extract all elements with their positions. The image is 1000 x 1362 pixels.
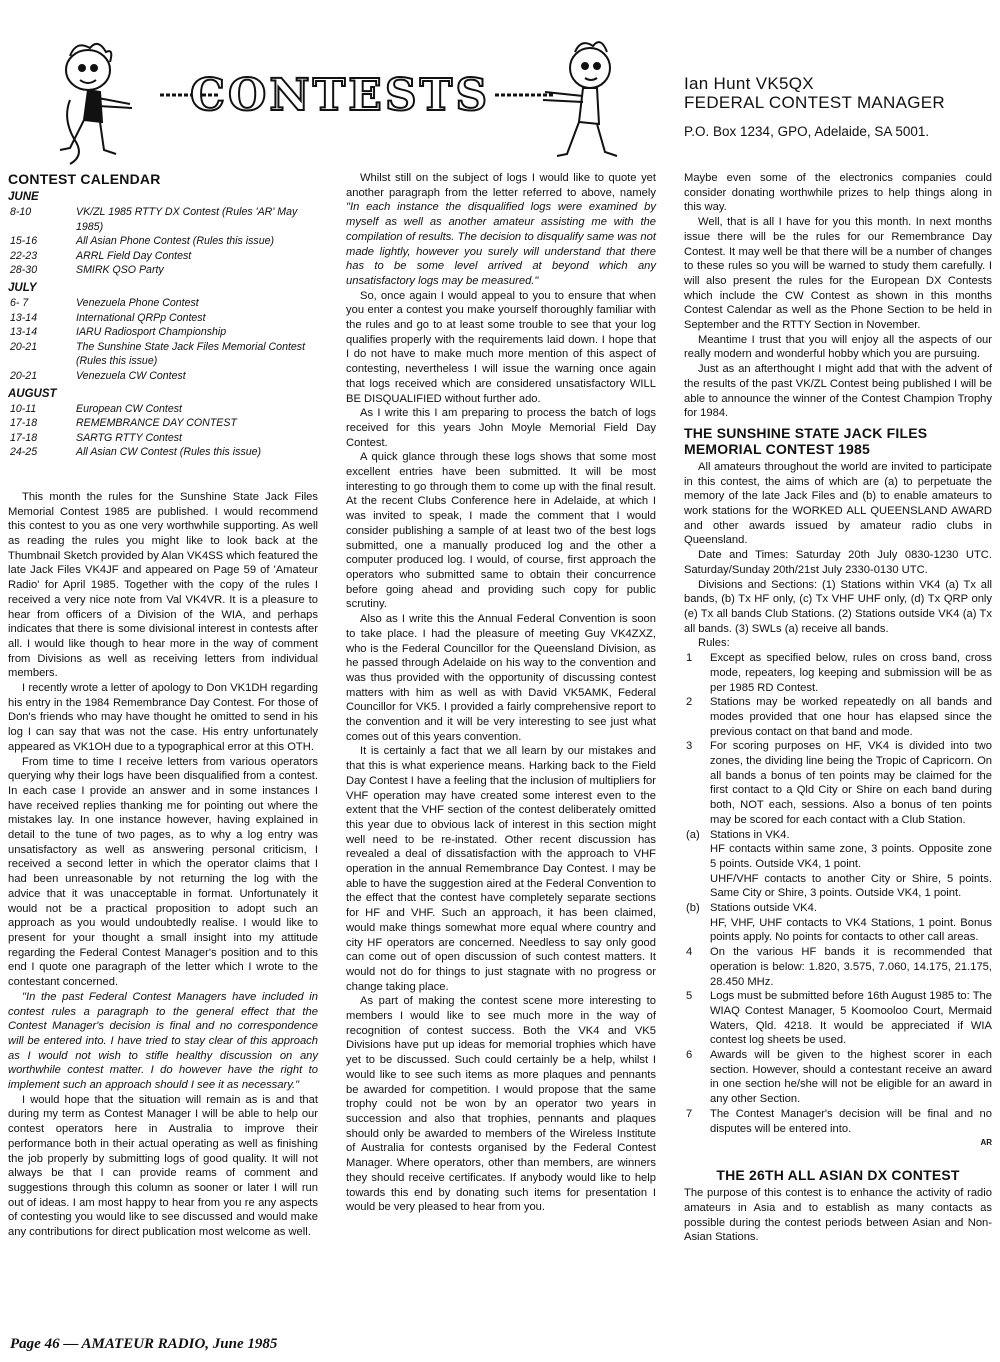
calendar-row xyxy=(8,296,318,311)
rule-text: On the various HF bands it is recommended that operation is below: 1.820, 3.575, 7.060, 14.175, 21.175, 28.450 MHz. xyxy=(710,946,992,988)
calendar-event: IARU Radiosport Championship xyxy=(76,326,227,339)
calendar-date: 28-30 xyxy=(10,264,38,277)
calendar-date: 17-18 xyxy=(10,417,38,430)
calendar-event: SMIRK QSO Party xyxy=(76,264,164,277)
calendar-event: ARRL Field Day Contest xyxy=(76,249,192,262)
rule-text: The Contest Manager's decision will be final and no disputes will be entered into. xyxy=(710,1107,992,1135)
quoted-paragraph: "In the past Federal Contest Managers have included in contest rules a paragraph to the general effect that the Contest Manager's decision is final and no correspondence will be entered into. I have tried to stay clear of this approach as I would not wish to stifle healthy discussion on any worthwhile contest matter. I do however have the right to implement such an approach should I see it as necessary." xyxy=(8,990,318,1092)
rule-number xyxy=(684,842,710,871)
calendar-event: Venezuela CW Contest xyxy=(76,369,186,382)
cartoon-figure-left-icon xyxy=(40,30,170,170)
rule-item xyxy=(684,695,992,739)
calendar-row xyxy=(8,311,318,326)
paragraph: Well, that is all I have for you this month. In next months issue there will be the rules for our Remembrance Day Contest. It may well be that there will be a number of changes to these rules so you will be warned to study them carefully. I will also present the rules for the European DX Contests which include the CW Contest as shown in this months Contest Calendar as well as the Phone Section to be held in September and the RTTY Section in November. xyxy=(684,216,992,332)
rule-number: 5 xyxy=(686,990,693,1003)
calendar-event: International QRPp Contest xyxy=(76,311,206,324)
paragraph: This month the rules for the Sunshine State Jack Files Memorial Contest 1985 are published. I would recommend this contest to you as one very worthwhile supporting. As well as reading the rules you might like to look back at the Thumbnail Sketch provided by Alan VK4SS which featured the late Jack Files VK4JF and appeared on Page 59 of 'Amateur Radio' for April 1985. Together with the copy of the rules I received a very nice note from Val VK4VR. It is a pleasure to hear from officers of a Division of the WIA, and perhaps indicates that there is some divisional interest in contests after all. I would like though to hear more in the way of comment from Divisions as well as receiving letters from individual members. xyxy=(8,490,318,680)
calendar-event: European CW Contest xyxy=(76,402,182,415)
rule-text: Stations in VK4. xyxy=(710,828,790,841)
calendar-event: The Sunshine State Jack Files Memorial Contest xyxy=(76,340,306,353)
paragraph: Maybe even some of the electronics companies could consider donating worthwhile prizes to help things along in this way. xyxy=(684,172,992,214)
calendar-month-august: AUGUST xyxy=(8,387,57,400)
calendar-row xyxy=(8,325,318,340)
rule-item xyxy=(684,828,992,843)
calendar-row xyxy=(8,445,318,460)
calendar-row xyxy=(8,431,318,446)
author-name: Ian Hunt VK5QX xyxy=(684,74,814,93)
rule-item xyxy=(684,1107,992,1136)
page-footer: Page 46 — AMATEUR RADIO, June 1985 xyxy=(10,1336,278,1352)
calendar-row xyxy=(8,205,318,234)
paragraph: Divisions and Sections: (1) Stations within VK4 (a) Tx all bands, (b) Tx HF only, (c) Tx VHF UHF only, (d) Tx QRP only (e) Tx all bands Club Stations. (2) Stations outside VK4 (a) Tx all bands. (3) SWLs (a) receive all bands. xyxy=(684,578,992,635)
rule-text: For scoring purposes on HF, VK4 is divided into two zones, the dividing line being the Tropic of Capricorn. On all bands a bonus of ten points may be claimed for the first contact to a Qld City or Shire on each band during both, NOT each, sessions. Also a bonus of ten points may be scored for each contact with a Club Station. xyxy=(710,740,992,826)
rule-number: 2 xyxy=(686,696,693,709)
paragraph xyxy=(346,171,656,289)
paragraph: It is certainly a fact that we all learn by our mistakes and that this is what experience means. Harking back to the Field Day Contest I have a feeling that the inclusion of multipliers for VHF operation may have created some interest even to the extent that the VHF section of the contest deliberately omitted this year due to obvious lack of interest in this section might well need to be re-instated. Other recent discussion has revealed a deal of dissatisfaction with the approach to VHF operation in the annual Remembrance Day Contest. I may be able to have the suggestion aired at the Federal Convention to the effect that the contest have completely separate sections for HF and VHF. Such an approach, it has been claimed, would make things somewhat more equal where country and city HF operators are concerned. Needless to say only good can come out of open discussion of such contest matters. It would not do for things to just stagnate with no progress or change taking place. xyxy=(346,745,656,993)
calendar-date: 15-16 xyxy=(10,235,38,248)
rule-number xyxy=(684,872,710,901)
paragraph: All amateurs throughout the world are invited to participate in this contest, the aims of which are (a) to perpetuate the memory of the late Jack Files and (b) to enable amateurs to work stations for the WORKED ALL QUEENSLAND AWARD and other awards issued by amateur radio clubs in Queensland. xyxy=(684,460,992,547)
rule-number: (a) xyxy=(686,828,700,841)
calendar-month-june: JUNE xyxy=(8,191,39,203)
rule-text: HF, VHF, UHF contacts to VK4 Stations, 1 point. Bonus points apply. No points for contacts to other call areas. xyxy=(710,916,992,944)
rule-number: 6 xyxy=(686,1049,693,1062)
paragraph: I recently wrote a letter of apology to Don VK1DH regarding his entry in the 1984 Remembrance Day Contest. For those of Don's friends who may have thought he omitted to send in his log I can say that was not the case. His entry unfortunately appeared as VK1OH due to a typographical error at this OTH. xyxy=(8,682,318,753)
calendar-row xyxy=(8,416,318,431)
paragraph: From time to time I receive letters from various operators querying why their logs have been disqualified from a contest. In each case I provide an answer and in some instances I have received replies thanking me for pointing out where the mistakes lay. In one instance however, having explained in detail to the tune of two pages, as to why a log entry was unsatisfactory as well as answering personal criticism, I received a second letter in which the operator claims that I had been unreasonable by not returning the log with the advice that it was unacceptable in format. Unfortunately it would not be a practical proposition to adopt such an approach as you would undoubtedly realise. I would like to present for your thought a small insight into my attitude regarding the Federal Contest Manager's position and to this end I quote one paragraph of the letter which I wrote to the contestant concerned. xyxy=(8,755,318,989)
calendar-event: All Asian Phone Contest (Rules this issue) xyxy=(76,235,275,248)
column-2 xyxy=(346,171,656,1215)
author-address: P.O. Box 1234, GPO, Adelaide, SA 5001. xyxy=(684,124,930,139)
calendar-event: All Asian CW Contest (Rules this issue) xyxy=(76,446,262,459)
paragraph: Just as an afterthought I might add that with the advent of the results of the past VK/ZL Contest being published I will be able to announce the winner of the Contest Champion Trophy for 1984. xyxy=(684,363,992,420)
rule-item xyxy=(684,739,992,827)
author-block xyxy=(684,74,945,139)
calendar-title: CONTEST CALENDAR xyxy=(8,171,161,187)
calendar-date xyxy=(8,354,76,369)
calendar-date: 6- 7 xyxy=(10,296,29,309)
signoff: AR xyxy=(980,1138,992,1148)
calendar-date: 20-21 xyxy=(10,340,38,353)
calendar-date: 13-14 xyxy=(10,311,38,324)
rule-item xyxy=(684,842,992,871)
calendar-row xyxy=(8,340,318,355)
column-3 xyxy=(684,171,992,1245)
calendar-date: 8-10 xyxy=(10,206,32,218)
rule-number: 1 xyxy=(686,652,693,665)
calendar-event: Venezuela Phone Contest xyxy=(76,296,199,309)
rule-number: 7 xyxy=(686,1107,693,1120)
rule-item xyxy=(684,1048,992,1107)
rule-number: 4 xyxy=(686,946,693,959)
calendar-date: 17-18 xyxy=(10,431,38,444)
calendar-row xyxy=(8,369,318,384)
calendar-date: 24-25 xyxy=(10,446,38,459)
rule-number xyxy=(684,916,710,945)
calendar-date: 22-23 xyxy=(10,249,38,262)
paragraph: I would hope that the situation will remain as is and that during my term as Contest Manager I will be able to help our contest operators here in Australia to improve their performance both in their actual operating as well as finishing the job properly by submitting logs of good quality. It will not always be that I can provide reams of comment and suggestions through this column as sooner or later I will run out of ideas. I am most happy to hear from you re any aspects of contesting you would like to see discussed and would make any contributions for direct publication most welcome as well. xyxy=(8,1093,318,1239)
rule-text: Awards will be given to the highest scorer in each section. However, should a contestant receive an award in one section he/she will not be eligible for an award in any other Section. xyxy=(710,1049,992,1106)
calendar-event: SARTG RTTY Contest xyxy=(76,431,182,444)
column-1 xyxy=(8,171,318,1240)
rule-item xyxy=(684,989,992,1048)
calendar-row xyxy=(8,234,318,249)
calendar-row xyxy=(8,263,318,278)
paragraph: The purpose of this contest is to enhance the activity of radio amateurs in Asia and to establish as many contacts as possible during the contest periods between Asian and Non-Asian Stations. xyxy=(684,1187,992,1244)
author-role: FEDERAL CONTEST MANAGER xyxy=(684,93,945,112)
calendar-date: 13-14 xyxy=(10,326,38,339)
rule-text: Stations outside VK4. xyxy=(710,902,817,915)
sunshine-contest-title: THE SUNSHINE STATE JACK FILES MEMORIAL CONTEST 1985 xyxy=(684,424,928,457)
calendar-row xyxy=(8,249,318,264)
calendar-month-july: JULY xyxy=(8,281,37,294)
paragraph: Also as I write this the Annual Federal Convention is soon to take place. I had the pleasure of meeting Guy VK4ZXZ, who is the Federal Councillor for the Queensland Division, as he passed through Adelaide on his way to the convention and was thus provided with the opportunity of discussing contest matters with him as well as with David VK5AMK, Federal Councillor for VK5. I provided a fairly comprehensive report to the convention and it will be very interesting to see just what comes out of this years convention. xyxy=(346,613,656,743)
paragraph: Meantime I trust that you will enjoy all the aspects of our really modern and wonderful hobby which you are pursuing. xyxy=(684,333,992,361)
banner-title: CONTESTS xyxy=(190,70,491,121)
calendar-row xyxy=(8,402,318,417)
calendar-event: VK/ZL 1985 RTTY DX Contest (Rules 'AR' May 1985) xyxy=(76,206,298,233)
calendar-row xyxy=(8,354,318,369)
rule-text: Logs must be submitted before 16th August 1985 to: The WIAQ Contest Manager, 5 Koomooloo Court, Mermaid Waters, Qld. 4218. It would be appreciated if WIA contest log sheets be used. xyxy=(710,990,992,1047)
rules-label: Rules: xyxy=(698,637,730,650)
rule-text: Stations may be worked repeatedly on all bands and modes provided that one hour has elapsed since the previous contact on that band and mode. xyxy=(710,696,992,738)
header-banner xyxy=(40,30,610,170)
rules-list xyxy=(684,651,992,1136)
rule-item xyxy=(684,901,992,916)
cartoon-figure-right-icon xyxy=(535,30,635,170)
rule-item xyxy=(684,945,992,989)
calendar-date: 10-11 xyxy=(10,402,37,415)
calendar-date: 20-21 xyxy=(10,369,38,382)
calendar-event: REMEMBRANCE DAY CONTEST xyxy=(76,417,237,430)
rule-text: Except as specified below, rules on cross band, cross mode, repeaters, log keeping and submission will be as per 1985 RD Contest. xyxy=(710,652,992,694)
paragraph: A quick glance through these logs shows that some most excellent entries have been submitted. It will be most interesting to go through them to come up with the final result. At the recent Clubs Conference here in Adelaide, at which I was invited to speak, I made the comment that I would consider publishing a sample of at least two of the best logs submitted, one a manually produced log and the other a computer produced log. I would, of course, first approach the operators who submitted same to obtain their concurrence before going ahead and providing such copy for public scrutiny. xyxy=(346,451,656,611)
paragraph: As part of making the contest scene more interesting to members I would like to see much more in the way of recognition of contest success. Both the VK4 and VK5 Divisions have put up ideas for memorial trophies which have yet to be discussed. Such could certainly be a help, whilst I would like to see such items as more plaques and pennants be awarded for competition. I would propose that the same trophy could not be won by an operator two years in succession and also that trophies, pennants and plaques should only be awarded to members of the Wireless Institute of Australia for contests organised by the Federal Contest Manager. Where operators, other than members, are winners they should receive certificates. If anybody would like to help towards this end by donating such items for presentation I would be very pleased to hear from you. xyxy=(346,995,656,1214)
rule-item xyxy=(684,916,992,945)
rule-text: UHF/VHF contacts to another City or Shire, 5 points. Same City or Shire, 3 points. Outside VK4, 1 point. xyxy=(710,872,992,900)
rule-item xyxy=(684,872,992,901)
rule-item xyxy=(684,651,992,695)
rule-text: HF contacts within same zone, 3 points. Opposite zone 5 points. Outside VK4, 1 point. xyxy=(710,843,992,870)
rule-number: (b) xyxy=(686,902,700,915)
paragraph: So, once again I would appeal to you to ensure that when you enter a contest you make yourself thoroughly familiar with the rules and go to at least some trouble to see that your log qualifies properly with the requirements laid down. I hope that I do not have to make much more mention of this aspect of contesting, nevertheless I will issue the warning once again that logs received which are considered unsatisfactory WILL BE DISQUALIFIED without further ado. xyxy=(346,289,656,405)
rule-number: 3 xyxy=(686,740,693,753)
calendar-event: (Rules this issue) xyxy=(76,355,158,368)
paragraph: Date and Times: Saturday 20th July 0830-1230 UTC. Saturday/Sunday 20th/21st July 2330-0130 UTC. xyxy=(684,549,992,576)
paragraph: As I write this I am preparing to process the batch of logs received for this years John Moyle Memorial Field Day Contest. xyxy=(346,407,656,449)
paragraph-lead: Whilst still on the subject of logs I would like to quote yet another paragraph from the letter referred to above, namely xyxy=(346,172,656,199)
quoted-text: "In each instance the disqualified logs were examined by myself as well as another amateur assisting me with the compilation of results. The decision to disqualify same was not made lightly, however you surely will understand that there has to be some level arrived at beyond which any unsatisfactory logs may be measured." xyxy=(346,201,656,287)
asian-contest-title: THE 26TH ALL ASIAN DX CONTEST xyxy=(716,1167,960,1184)
